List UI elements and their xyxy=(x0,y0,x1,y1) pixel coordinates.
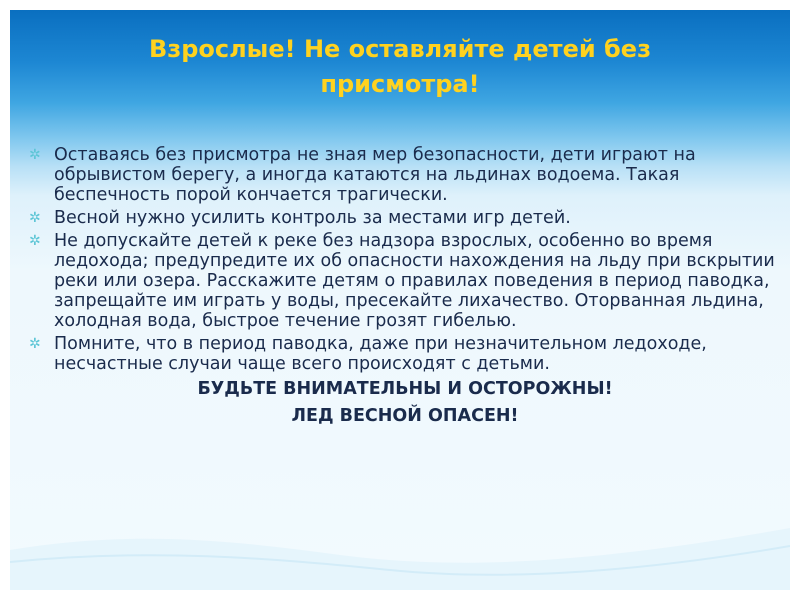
bullet-item xyxy=(28,208,778,228)
bullet-text: Помните, что в период паводка, даже при незначительном ледоходе, несчастные случаи чаще всего происходят с детьми. xyxy=(54,334,707,374)
bullet-item xyxy=(28,334,778,374)
bullet-item xyxy=(28,231,778,331)
closing-line: БУДЬТЕ ВНИМАТЕЛЬНЫ И ОСТОРОЖНЫ! xyxy=(197,379,613,399)
bullet-text: Оставаясь без присмотра не зная мер безопасности, дети играют на обрывистом берегу, а иногда катаются на льдинах водоема. Такая беспечность порой кончается трагически. xyxy=(54,145,696,205)
bullet-asterisk-icon: ✲ xyxy=(29,336,41,352)
bullet-asterisk-icon: ✲ xyxy=(29,233,41,249)
wave-decoration xyxy=(10,510,790,590)
bullet-text: Не допускайте детей к реке без надзора взрослых, особенно во время ледохода; предупредите их об опасности нахождения на льду при вскрытии реки или озера. Расскажите детям о правилах поведения в период паводка, запрещайте им играть у воды, пресекайте лихачество. Оторванная льдина, холодная вода, быстрое течение грозят гибелью. xyxy=(54,231,775,331)
bullet-asterisk-icon: ✲ xyxy=(29,210,41,226)
closing-line: ЛЕД ВЕСНОЙ ОПАСЕН! xyxy=(291,406,519,426)
bullet-item xyxy=(28,145,778,205)
bullet-text: Весной нужно усилить контроль за местами игр детей. xyxy=(54,208,571,228)
slide-body xyxy=(28,145,778,428)
bullet-asterisk-icon: ✲ xyxy=(29,147,41,163)
slide xyxy=(10,10,790,590)
slide-title: Взрослые! Не оставляйте детей без присмотра! xyxy=(148,35,652,98)
